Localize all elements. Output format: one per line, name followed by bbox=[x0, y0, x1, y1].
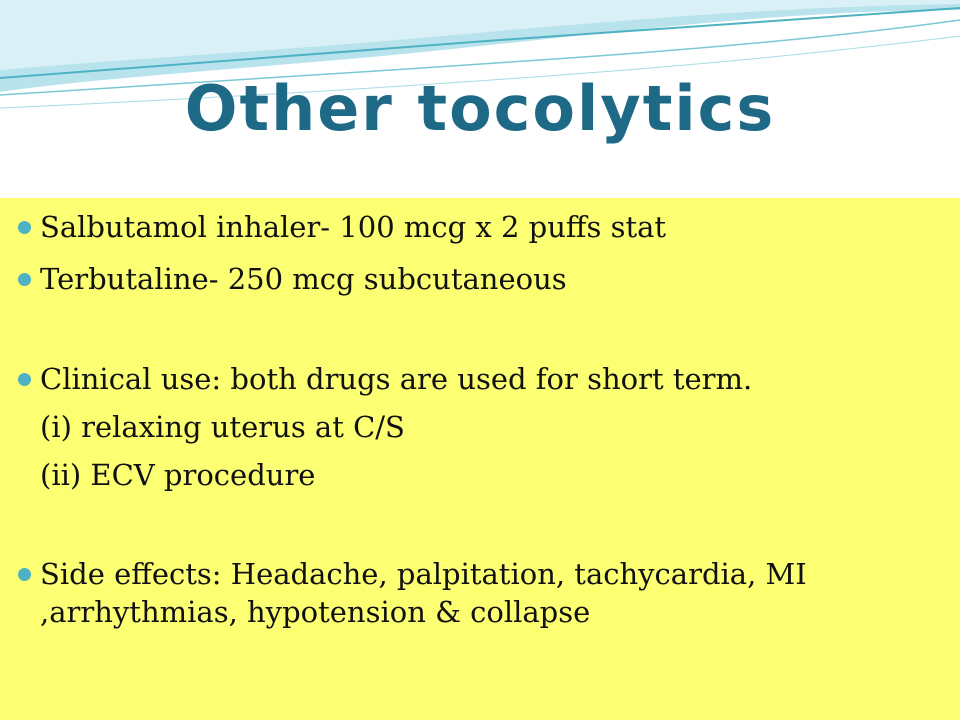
slide-body bbox=[0, 198, 960, 720]
bullet-salbutamol: Salbutamol inhaler- 100 mcg x 2 puffs stat bbox=[40, 208, 940, 246]
slide-title: Other tocolytics bbox=[184, 72, 776, 145]
bullet-terbutaline: Terbutaline- 250 mcg subcutaneous bbox=[40, 260, 940, 298]
bullet-side-effects: Side effects: Headache, palpitation, tachycardia, MI ,arrhythmias, hypotension & collapse bbox=[40, 555, 940, 631]
bullet-clinical-use: Clinical use: both drugs are used for short term. bbox=[40, 360, 940, 398]
slide-header bbox=[0, 0, 960, 198]
sub-item-ecv-procedure: (ii) ECV procedure bbox=[40, 458, 316, 492]
sub-item-relaxing-uterus: (i) relaxing uterus at C/S bbox=[40, 410, 405, 444]
